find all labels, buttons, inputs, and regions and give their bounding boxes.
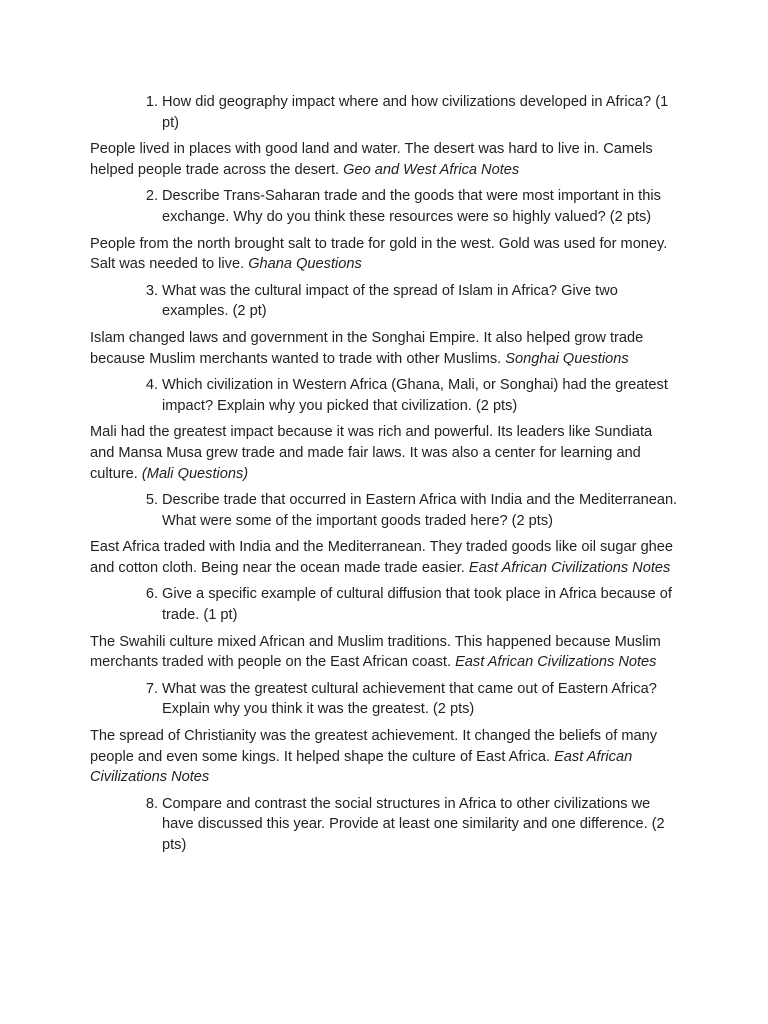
- answer-source: East African Civilizations Notes: [468, 559, 671, 576]
- question-7: [90, 679, 680, 720]
- answer-4: [90, 422, 680, 484]
- question-text: Describe Trans-Saharan trade and the goods that were most important in this exchange. Why do you think these resources were so highly valued? (2 pts): [162, 188, 661, 225]
- question-number: 4.: [145, 377, 158, 394]
- question-text: What was the greatest cultural achievement that came out of Eastern Africa? Explain why you think it was the greatest. (2 pts): [162, 680, 657, 718]
- question-6: [90, 584, 680, 625]
- question-number: 2.: [145, 188, 158, 205]
- question-text: Compare and contrast the social structures in Africa to other civilizations we have discussed this year. Provide at least one similarity and one difference. (2 pts): [162, 795, 665, 853]
- answer-source: East African Civilizations Notes: [90, 748, 633, 786]
- answer-text: Islam changed laws and government in the Songhai Empire. It also helped grow trade because Muslim merchants wanted to trade with other Muslims.: [90, 329, 644, 367]
- answer-text: The spread of Christianity was the greatest achievement. It changed the beliefs of many people and even some kings. It helped shape the culture of East Africa.: [90, 728, 658, 765]
- question-number: 5.: [145, 492, 158, 509]
- answer-text: People from the north brought salt to trade for gold in the west. Gold was used for money. Salt was needed to live.: [90, 235, 668, 273]
- question-4: [90, 375, 680, 416]
- answer-3: [90, 328, 680, 369]
- question-1: [90, 92, 680, 133]
- question-text: Describe trade that occurred in Eastern Africa with India and the Mediterranean. What were some of the important goods traded here? (2 pts): [162, 492, 678, 529]
- answer-6: [90, 632, 680, 673]
- answer-source: Geo and West Africa Notes: [343, 161, 520, 178]
- answer-5: [90, 537, 680, 578]
- answer-text: East Africa traded with India and the Mediterranean. They traded goods like oil sugar ghee and cotton cloth. Being near the ocean made trade easier.: [90, 539, 674, 576]
- question-number: 1.: [145, 94, 158, 110]
- question-8: [90, 794, 680, 856]
- question-text: Which civilization in Western Africa (Ghana, Mali, or Songhai) had the greatest impact? Explain why you picked that civilization. (2 pts): [162, 377, 668, 414]
- question-number: 7.: [145, 680, 158, 697]
- answer-1: [90, 139, 680, 180]
- question-number: 8.: [145, 795, 158, 812]
- answer-source: (Mali Questions): [141, 465, 249, 482]
- question-number: 3.: [145, 282, 158, 299]
- question-2: [90, 186, 680, 227]
- question-number: 6.: [145, 586, 158, 603]
- answer-2: [90, 234, 680, 275]
- question-3: [90, 281, 680, 322]
- answer-text: Mali had the greatest impact because it was rich and powerful. Its leaders like Sundiata and Mansa Musa grew trade and made fair laws. It was also a center for learning and culture.: [90, 424, 653, 482]
- answer-source: Ghana Questions: [248, 256, 362, 273]
- question-text: Give a specific example of cultural diffusion that took place in Africa because of trade. (1 pt): [162, 586, 672, 624]
- answer-text: The Swahili culture mixed African and Muslim traditions. This happened because Muslim merchants traded with people on the East African coast.: [90, 633, 661, 671]
- answer-source: East African Civilizations Notes: [455, 654, 657, 671]
- answer-7: [90, 726, 680, 788]
- answer-source: Songhai Questions: [505, 350, 629, 367]
- question-text: How did geography impact where and how civilizations developed in Africa? (1 pt): [162, 94, 669, 131]
- answer-text: People lived in places with good land and water. The desert was hard to live in. Camels helped people trade across the desert.: [90, 141, 653, 178]
- question-text: What was the cultural impact of the spread of Islam in Africa? Give two examples. (2 pt): [162, 282, 618, 320]
- question-5: [90, 490, 680, 531]
